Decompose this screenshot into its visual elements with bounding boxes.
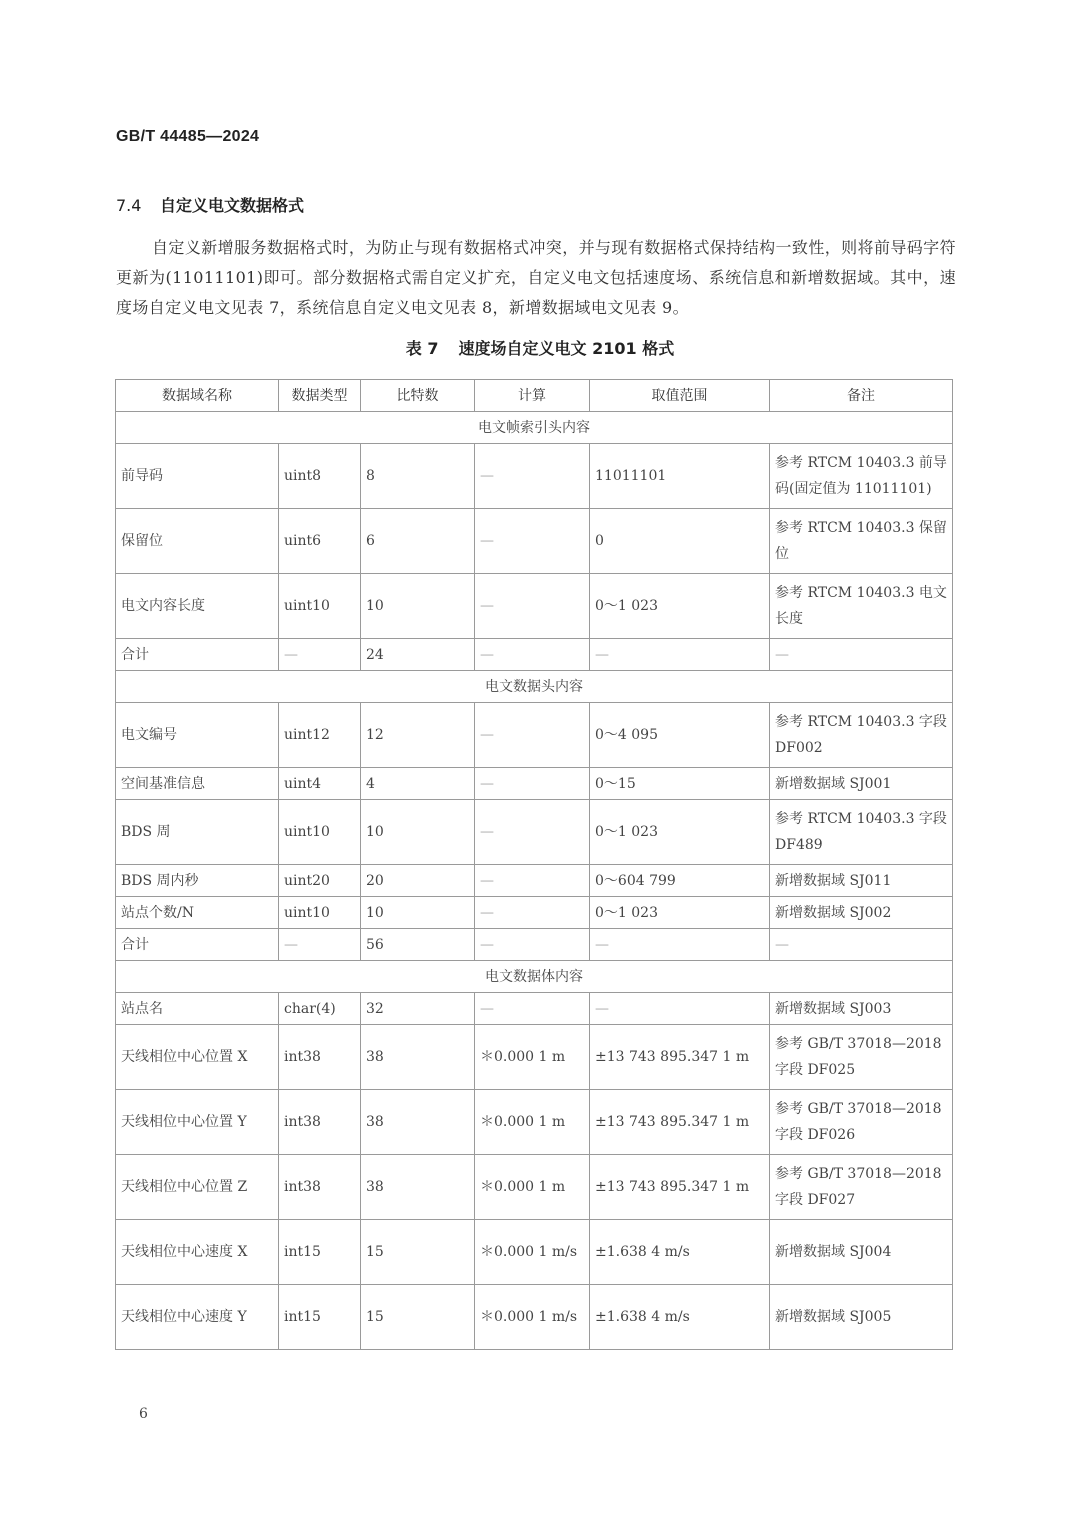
table-cell: 新增数据域 SJ001 bbox=[770, 768, 953, 800]
table-cell: uint10 bbox=[279, 574, 361, 639]
table-cell: 0～4 095 bbox=[590, 703, 770, 768]
table-row bbox=[116, 574, 953, 639]
table-cell: 38 bbox=[361, 1155, 475, 1220]
table-cell: int15 bbox=[279, 1220, 361, 1285]
table-header-row bbox=[116, 380, 953, 412]
column-header: 数据类型 bbox=[279, 380, 361, 412]
table-cell: uint20 bbox=[279, 865, 361, 897]
table-cell: 天线相位中心速度 Y bbox=[116, 1285, 279, 1350]
section-title: 自定义电文数据格式 bbox=[160, 196, 305, 215]
section-heading bbox=[116, 193, 304, 216]
table-body bbox=[116, 412, 953, 1350]
table-row bbox=[116, 1090, 953, 1155]
table-cell: — bbox=[475, 897, 590, 929]
table-cell: — bbox=[475, 800, 590, 865]
section-title-cell: 电文帧索引头内容 bbox=[116, 412, 953, 444]
table-cell: ±13 743 895.347 1 m bbox=[590, 1025, 770, 1090]
section-title-cell: 电文数据头内容 bbox=[116, 671, 953, 703]
table-cell: ＊0.000 1 m bbox=[475, 1090, 590, 1155]
table-cell: 0～1 023 bbox=[590, 574, 770, 639]
table-row bbox=[116, 993, 953, 1025]
table-cell: ＊0.000 1 m/s bbox=[475, 1220, 590, 1285]
table-cell: 新增数据域 SJ005 bbox=[770, 1285, 953, 1350]
table-cell: uint12 bbox=[279, 703, 361, 768]
table-cell: 15 bbox=[361, 1220, 475, 1285]
table-cell: — bbox=[279, 639, 361, 671]
table-cell: uint8 bbox=[279, 444, 361, 509]
table-cell: 天线相位中心速度 X bbox=[116, 1220, 279, 1285]
table-cell: 新增数据域 SJ011 bbox=[770, 865, 953, 897]
table-section-row bbox=[116, 412, 953, 444]
table-cell: 空间基准信息 bbox=[116, 768, 279, 800]
table-cell: 10 bbox=[361, 800, 475, 865]
column-header: 取值范围 bbox=[590, 380, 770, 412]
table-cell: — bbox=[279, 929, 361, 961]
table-cell: int38 bbox=[279, 1025, 361, 1090]
table-cell: — bbox=[475, 444, 590, 509]
table-cell: 10 bbox=[361, 574, 475, 639]
table-cell: 参考 GB/T 37018—2018 字段 DF026 bbox=[770, 1090, 953, 1155]
table-cell: BDS 周 bbox=[116, 800, 279, 865]
table-cell: int38 bbox=[279, 1155, 361, 1220]
table-cell: — bbox=[475, 639, 590, 671]
table-cell: 参考 RTCM 10403.3 字段 DF489 bbox=[770, 800, 953, 865]
table-cell: ＊0.000 1 m/s bbox=[475, 1285, 590, 1350]
document-id: GB/T 44485—2024 bbox=[116, 128, 260, 145]
table-cell: 站点个数/N bbox=[116, 897, 279, 929]
table-row bbox=[116, 509, 953, 574]
table-cell: 参考 RTCM 10403.3 字段 DF002 bbox=[770, 703, 953, 768]
table-cell: — bbox=[475, 865, 590, 897]
table-row bbox=[116, 800, 953, 865]
table-caption bbox=[0, 336, 1080, 359]
column-header: 数据域名称 bbox=[116, 380, 279, 412]
table-cell: 天线相位中心位置 X bbox=[116, 1025, 279, 1090]
table-cell: 4 bbox=[361, 768, 475, 800]
table-cell: 前导码 bbox=[116, 444, 279, 509]
table-cell: 38 bbox=[361, 1025, 475, 1090]
spec-table bbox=[115, 379, 953, 1350]
table-cell: — bbox=[590, 929, 770, 961]
table-row bbox=[116, 639, 953, 671]
table-cell: 8 bbox=[361, 444, 475, 509]
table-cell: ±1.638 4 m/s bbox=[590, 1285, 770, 1350]
table-row bbox=[116, 865, 953, 897]
table-row bbox=[116, 444, 953, 509]
table-cell: ＊0.000 1 m bbox=[475, 1025, 590, 1090]
table-cell: ±1.638 4 m/s bbox=[590, 1220, 770, 1285]
table-cell: 电文内容长度 bbox=[116, 574, 279, 639]
column-header: 备注 bbox=[770, 380, 953, 412]
table-cell: uint10 bbox=[279, 800, 361, 865]
table-cell: — bbox=[475, 703, 590, 768]
table-cell: 10 bbox=[361, 897, 475, 929]
page-number: 6 bbox=[139, 1406, 148, 1422]
section-number: 7.4 bbox=[116, 196, 142, 215]
table-cell: 0～15 bbox=[590, 768, 770, 800]
table-row bbox=[116, 703, 953, 768]
table-cell: 合计 bbox=[116, 639, 279, 671]
table-cell: — bbox=[475, 929, 590, 961]
table-cell: 参考 GB/T 37018—2018 字段 DF025 bbox=[770, 1025, 953, 1090]
table-cell: 15 bbox=[361, 1285, 475, 1350]
column-header: 计算 bbox=[475, 380, 590, 412]
table-cell: 参考 RTCM 10403.3 保留位 bbox=[770, 509, 953, 574]
table-cell: ±13 743 895.347 1 m bbox=[590, 1155, 770, 1220]
table-cell: — bbox=[590, 993, 770, 1025]
table-cell: char(4) bbox=[279, 993, 361, 1025]
table-cell: 0～1 023 bbox=[590, 800, 770, 865]
table-cell: 站点名 bbox=[116, 993, 279, 1025]
table-cell: 电文编号 bbox=[116, 703, 279, 768]
table-cell: ±13 743 895.347 1 m bbox=[590, 1090, 770, 1155]
table-cell: 20 bbox=[361, 865, 475, 897]
table-cell: 保留位 bbox=[116, 509, 279, 574]
table-cell: 12 bbox=[361, 703, 475, 768]
table-cell: uint10 bbox=[279, 897, 361, 929]
table-row bbox=[116, 1285, 953, 1350]
table-cell: 38 bbox=[361, 1090, 475, 1155]
table-cell: 参考 RTCM 10403.3 前导码(固定值为 11011101) bbox=[770, 444, 953, 509]
table-cell: 32 bbox=[361, 993, 475, 1025]
table-cell: — bbox=[475, 993, 590, 1025]
table-cell: 参考 RTCM 10403.3 电文长度 bbox=[770, 574, 953, 639]
table-section-row bbox=[116, 671, 953, 703]
table-cell: — bbox=[770, 929, 953, 961]
table-cell: — bbox=[475, 509, 590, 574]
body-paragraph: 自定义新增服务数据格式时，为防止与现有数据格式冲突，并与现有数据格式保持结构一致性，则将前导码字符更新为(11011101)即可。部分数据格式需自定义扩充，自定义电文包括速度场、系统信息和新增数据域。其中，速度场自定义电文见表 7，系统信息自定义电文见表 8，新增数据域电文见表 9。 bbox=[116, 238, 956, 317]
table-cell: 0 bbox=[590, 509, 770, 574]
table-cell: 6 bbox=[361, 509, 475, 574]
table-cell: uint4 bbox=[279, 768, 361, 800]
section-title-cell: 电文数据体内容 bbox=[116, 961, 953, 993]
table-row bbox=[116, 1220, 953, 1285]
column-header: 比特数 bbox=[361, 380, 475, 412]
table-cell: 新增数据域 SJ002 bbox=[770, 897, 953, 929]
table-cell: int15 bbox=[279, 1285, 361, 1350]
table-row bbox=[116, 1025, 953, 1090]
table-caption-title: 速度场自定义电文 2101 格式 bbox=[458, 339, 675, 358]
table-cell: ＊0.000 1 m bbox=[475, 1155, 590, 1220]
table-cell: 合计 bbox=[116, 929, 279, 961]
table-row bbox=[116, 768, 953, 800]
table-cell: 0～1 023 bbox=[590, 897, 770, 929]
table-cell: 天线相位中心位置 Y bbox=[116, 1090, 279, 1155]
table-cell: int38 bbox=[279, 1090, 361, 1155]
table-caption-label: 表 7 bbox=[405, 339, 439, 358]
table-section-row bbox=[116, 961, 953, 993]
table-cell: 新增数据域 SJ004 bbox=[770, 1220, 953, 1285]
table-cell: — bbox=[590, 639, 770, 671]
table-cell: 24 bbox=[361, 639, 475, 671]
table-row bbox=[116, 1155, 953, 1220]
table-cell: 0～604 799 bbox=[590, 865, 770, 897]
table-cell: — bbox=[475, 768, 590, 800]
table-cell: 11011101 bbox=[590, 444, 770, 509]
table-cell: 新增数据域 SJ003 bbox=[770, 993, 953, 1025]
table-row bbox=[116, 929, 953, 961]
table-cell: — bbox=[475, 574, 590, 639]
table-cell: 56 bbox=[361, 929, 475, 961]
table-cell: uint6 bbox=[279, 509, 361, 574]
table-cell: — bbox=[770, 639, 953, 671]
table-cell: BDS 周内秒 bbox=[116, 865, 279, 897]
table-row bbox=[116, 897, 953, 929]
table-cell: 参考 GB/T 37018—2018 字段 DF027 bbox=[770, 1155, 953, 1220]
table-cell: 天线相位中心位置 Z bbox=[116, 1155, 279, 1220]
